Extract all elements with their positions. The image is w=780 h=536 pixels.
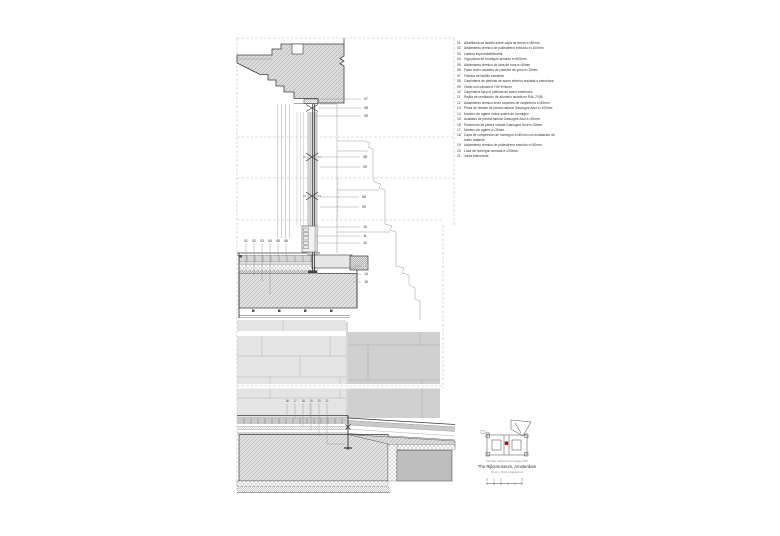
callout-number: 13	[364, 264, 368, 269]
ground-section	[237, 416, 455, 493]
legend-item: 02 Aislamiento térmico de poliestireno extruido e=100mm	[457, 46, 544, 51]
legend-item: 14 Mortero de agarre sobre solera de hormigón	[457, 111, 529, 116]
callout-number: 01	[244, 239, 248, 244]
legend-item: 04 Viga plana de hormigón armado e=500mm	[457, 57, 527, 62]
legend-item: 01 Albañilería de ladrillo sobre capa de arena e=80mm	[457, 41, 540, 45]
callout-number: 10	[363, 225, 367, 230]
callout-number: 06	[284, 239, 288, 244]
scale-bar	[485, 477, 529, 487]
callout-number: 03	[260, 239, 264, 244]
curtain-wall-mullion	[297, 99, 321, 273]
callout-number: 20	[317, 399, 321, 404]
scale-label: 0	[486, 477, 488, 482]
legend	[457, 41, 556, 160]
legend-item: 13 Pieza de remate de piedra natural Gascogne Azul e=100mm	[457, 106, 553, 111]
legend-item: 06 Falso techo acústico de paneles de yeso e=15mm	[457, 68, 538, 73]
callout-number: 21	[325, 399, 329, 404]
title-block	[452, 419, 562, 487]
callout-number: 17	[293, 399, 297, 404]
callout-number: 09	[362, 205, 366, 210]
legend-item: 09 Vidrio con cámara 6+15+6+6mm	[457, 84, 512, 89]
callout-number: 16	[285, 399, 289, 404]
plinth-elevation	[237, 320, 443, 418]
site-plan	[479, 419, 535, 457]
callout-number: 09	[363, 165, 367, 170]
architect-name: Cruz y Ortiz arquitectos	[490, 470, 524, 474]
callout-number: 05	[276, 239, 280, 244]
project-title: The Rijksmuseum, Amsterdam	[477, 464, 537, 469]
legend-item: 16 Pavimento de piedra natural Gascogne Azul e=30mm	[457, 122, 543, 127]
legend-item: 07 Fábrica de ladrillo existente	[457, 73, 505, 78]
legend-item: 21 Junta estructural	[457, 154, 489, 159]
sheet-subtitle: Detalle carpintería pasaje d05	[486, 459, 528, 463]
callout-number: 08	[362, 195, 366, 200]
scale-label: 2	[500, 477, 502, 482]
legend-item: 08 Carpintería de pletinas de acero exterior anclada a estructura	[457, 79, 554, 84]
callout-number: 11	[363, 234, 367, 239]
floor-section	[237, 253, 368, 318]
legend-item: 17 Mortero de agarre e=30mm	[457, 128, 505, 132]
legend-item: 03 Lámina impermeabilizante	[457, 51, 503, 56]
callout-number: 07	[364, 97, 368, 102]
legend-item: 05 Aislamiento térmico de lana de roca e=50mm	[457, 62, 531, 67]
callout-number: 18	[301, 399, 305, 404]
callout-number: 12	[363, 241, 367, 246]
callout-number: 08	[363, 155, 367, 160]
callout-number: 15	[364, 280, 368, 285]
detail-location-marker	[505, 442, 508, 445]
callout-number: 09	[364, 114, 368, 119]
callout-number: 19	[309, 399, 313, 404]
callout-number: 04	[268, 239, 272, 244]
callout-number: 02	[252, 239, 256, 244]
legend-item: 18 Capa de compresión de hormigón e=80mm con instalación de suelo radiante	[457, 133, 555, 142]
cornice-masonry	[237, 38, 344, 104]
legend-item: 15 Acabado de piedra natural Gascogne Azul e=30mm	[457, 117, 540, 122]
legend-item: 12 Aislamiento térmico entre soportes de carpintería e=50mm	[457, 100, 550, 105]
callout-number: 08	[364, 106, 368, 111]
scale-label: 1	[493, 477, 495, 482]
scale-label: 5	[521, 477, 523, 482]
legend-item: 11 Rejilla de ventilación de aluminio lacada en RAL 7035	[457, 95, 543, 100]
legend-item: 19 Aislamiento térmico de poliestireno extruido e=50mm	[457, 143, 542, 148]
legend-item: 10 Carpintería fija por pletinas de acero exteriores	[457, 89, 533, 94]
callout-number: 14	[364, 272, 368, 277]
legend-item: 20 Losa de hormigón armada e=250mm	[457, 148, 519, 153]
